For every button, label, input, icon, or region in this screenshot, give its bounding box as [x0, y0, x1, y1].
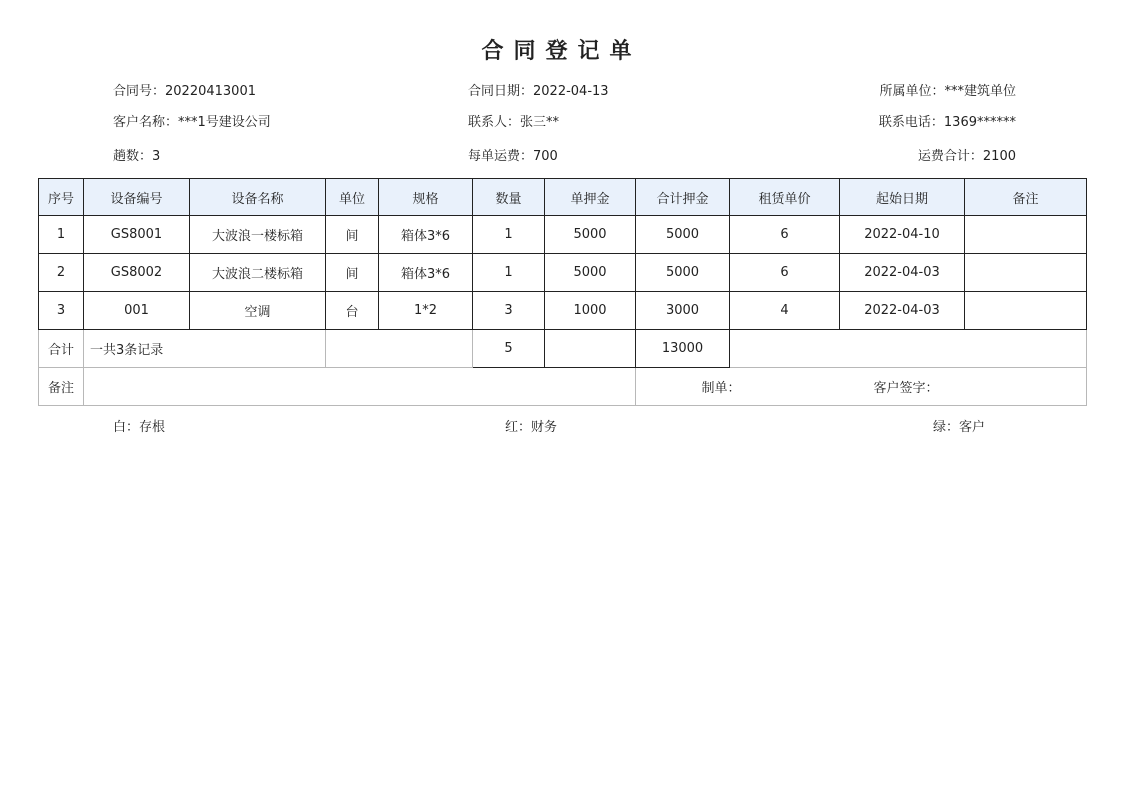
signature-area — [636, 368, 1087, 406]
cell-remark — [965, 292, 1087, 330]
cell-spec: 箱体3*6 — [379, 216, 473, 254]
cell-equipment-code: GS8001 — [84, 216, 190, 254]
footer-white-copy: 白：存根 — [113, 420, 166, 435]
cell-total-deposit: 5000 — [636, 254, 730, 292]
total-summary: 一共3条记录 — [84, 330, 326, 368]
cell-unit-deposit: 5000 — [545, 216, 636, 254]
header-remark: 备注 — [965, 179, 1087, 216]
cell-remark — [965, 216, 1087, 254]
customer-name: 客户名称：***1号建设公司 — [113, 115, 271, 130]
cell-unit: 间 — [326, 216, 379, 254]
remark-row — [39, 368, 1087, 406]
total-trailing-blank — [730, 330, 1087, 368]
cell-unit-deposit: 1000 — [545, 292, 636, 330]
cell-unit: 台 — [326, 292, 379, 330]
cell-unit: 间 — [326, 254, 379, 292]
total-deposit: 13000 — [636, 330, 730, 368]
cell-index: 3 — [39, 292, 84, 330]
header-start-date: 起始日期 — [840, 179, 965, 216]
total-unit-deposit-blank — [545, 330, 636, 368]
cell-unit-deposit: 5000 — [545, 254, 636, 292]
cell-rent-price: 4 — [730, 292, 840, 330]
total-quantity: 5 — [473, 330, 545, 368]
footer-green-copy: 绿：客户 — [933, 420, 986, 435]
maker-label: 制单： — [701, 381, 741, 396]
cell-total-deposit: 3000 — [636, 292, 730, 330]
cell-equipment-code: GS8002 — [84, 254, 190, 292]
total-label: 合计 — [39, 330, 84, 368]
contract-table — [38, 178, 1087, 406]
owning-unit: 所属单位：***建筑单位 — [879, 84, 1016, 99]
total-blank — [326, 330, 473, 368]
freight-total: 运费合计：2100 — [917, 149, 1016, 164]
cell-remark — [965, 254, 1087, 292]
total-row — [39, 330, 1087, 368]
header-equipment-code: 设备编号 — [84, 179, 190, 216]
cell-quantity: 3 — [473, 292, 545, 330]
cell-equipment-name: 大波浪二楼标箱 — [190, 254, 326, 292]
cell-index: 2 — [39, 254, 84, 292]
contract-date: 合同日期：2022-04-13 — [468, 84, 609, 99]
cell-start-date: 2022-04-03 — [840, 292, 965, 330]
contact-phone: 联系电话：1369****** — [878, 115, 1016, 130]
cell-spec: 箱体3*6 — [379, 254, 473, 292]
cell-index: 1 — [39, 216, 84, 254]
contract-number: 合同号：20220413001 — [113, 84, 256, 99]
trip-count: 趟数：3 — [113, 149, 161, 164]
header-unit-deposit: 单押金 — [545, 179, 636, 216]
cell-equipment-name: 空调 — [190, 292, 326, 330]
cell-equipment-code: 001 — [84, 292, 190, 330]
cell-quantity: 1 — [473, 254, 545, 292]
freight-per-order: 每单运费：700 — [468, 149, 558, 164]
header-rent-price: 租赁单价 — [730, 179, 840, 216]
cell-quantity: 1 — [473, 216, 545, 254]
customer-signature-label: 客户签字： — [873, 381, 939, 396]
cell-start-date: 2022-04-03 — [840, 254, 965, 292]
header-spec: 规格 — [379, 179, 473, 216]
table-header-row — [39, 179, 1087, 216]
cell-rent-price: 6 — [730, 254, 840, 292]
header-total-deposit: 合计押金 — [636, 179, 730, 216]
cell-total-deposit: 5000 — [636, 216, 730, 254]
header-equipment-name: 设备名称 — [190, 179, 326, 216]
remark-label: 备注 — [39, 368, 84, 406]
table-row — [39, 216, 1087, 254]
cell-spec: 1*2 — [379, 292, 473, 330]
cell-start-date: 2022-04-10 — [840, 216, 965, 254]
cell-equipment-name: 大波浪一楼标箱 — [190, 216, 326, 254]
table-row — [39, 254, 1087, 292]
remark-content — [84, 368, 636, 406]
header-unit: 单位 — [326, 179, 379, 216]
footer-red-copy: 红：财务 — [505, 420, 558, 435]
table-row — [39, 292, 1087, 330]
header-index: 序号 — [39, 179, 84, 216]
contact-person: 联系人：张三** — [468, 115, 560, 130]
cell-rent-price: 6 — [730, 216, 840, 254]
page-title: 合同登记单 — [481, 38, 642, 64]
header-quantity: 数量 — [473, 179, 545, 216]
